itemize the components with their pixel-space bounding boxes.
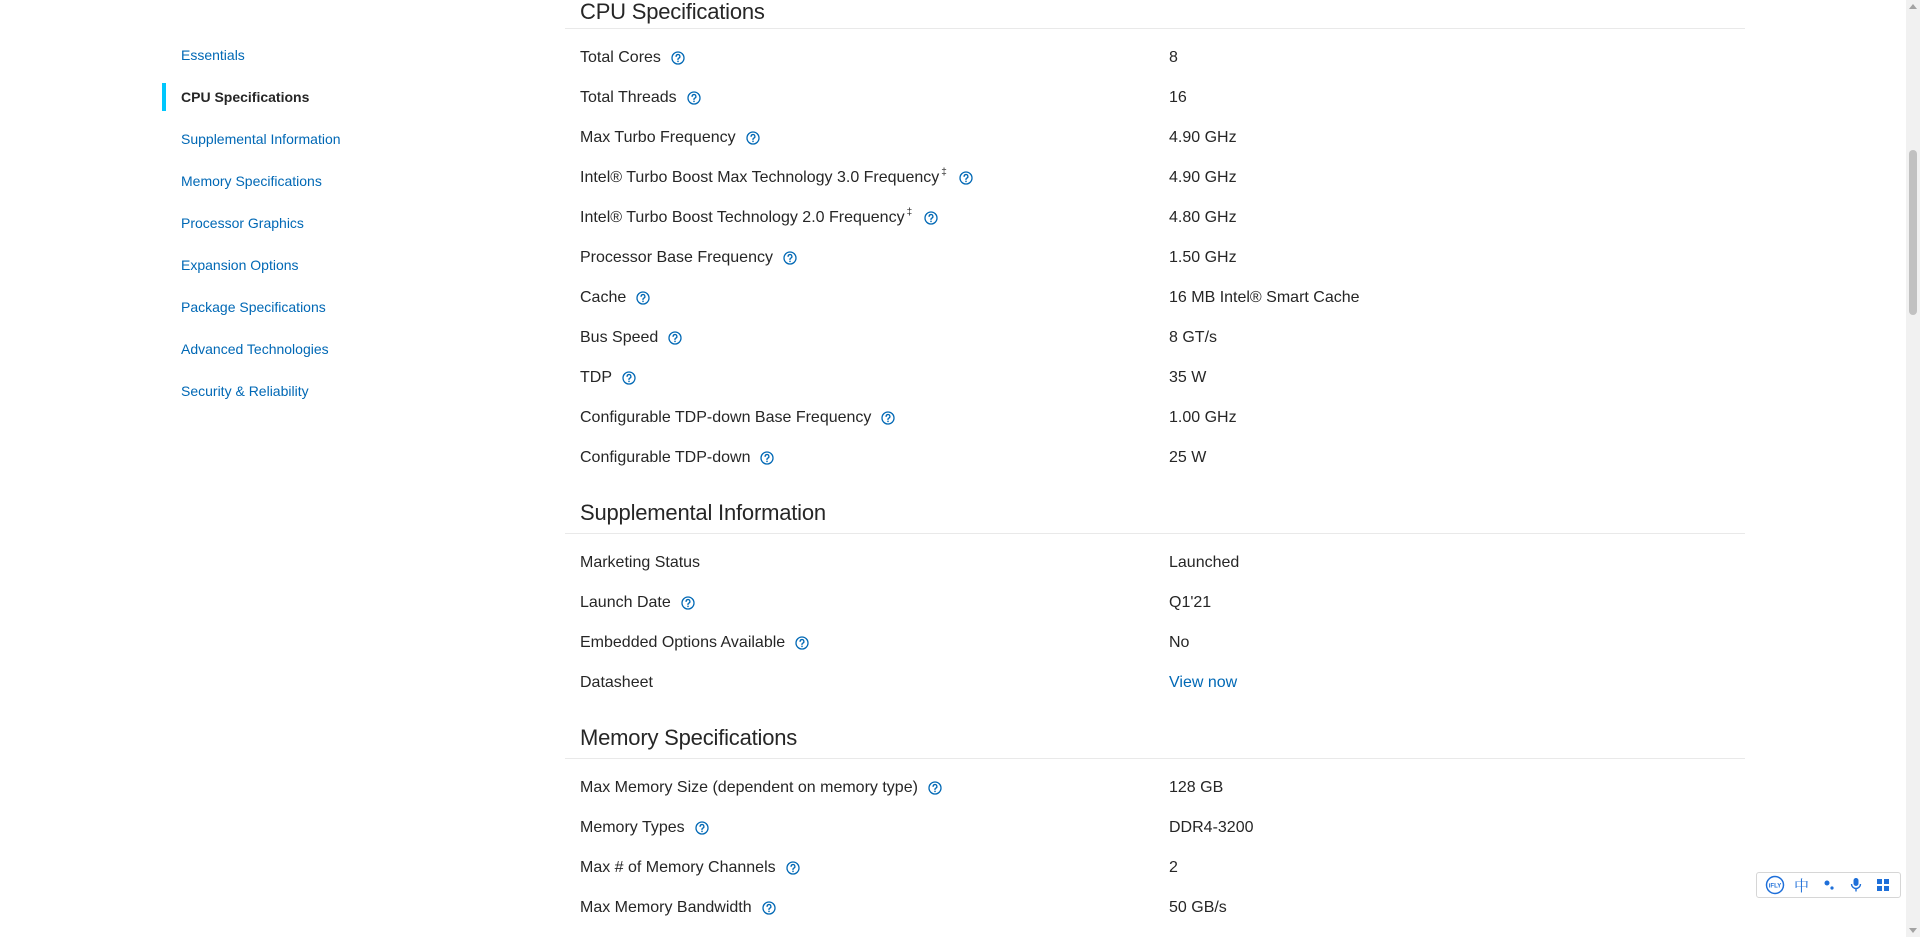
spec-label-text: Marketing Status [580,554,701,571]
spec-value: 8 [1169,49,1178,66]
ifly-logo-icon[interactable] [1764,874,1786,896]
spec-label [580,674,653,692]
spec-label-text: TDP [580,369,612,386]
spec-label [580,554,700,572]
spec-label-text: Total Cores [580,49,661,66]
spec-label [580,49,685,67]
help-tooltip-icon[interactable] [668,331,682,345]
cpu-specifications-section [565,0,1745,478]
section-title: CPU Specifications [580,0,765,24]
sidebar-item-label: Memory Specifications [181,173,322,189]
spec-value: 128 GB [1169,779,1224,796]
help-tooltip-icon[interactable] [622,371,636,385]
spec-label-text: Memory Types [580,819,685,836]
sidebar-item-advanced-technologies[interactable] [162,328,422,370]
spec-row [565,78,1745,118]
sidebar-item-expansion-options[interactable] [162,244,422,286]
help-tooltip-icon[interactable] [671,51,685,65]
spec-row [565,238,1745,278]
help-tooltip-icon[interactable] [687,91,701,105]
spec-label-text: Bus Speed [580,329,659,346]
sidebar-item-label: Advanced Technologies [181,341,329,357]
spec-label [580,89,701,107]
microphone-icon[interactable] [1845,874,1867,896]
spec-label-text: Embedded Options Available [580,634,786,651]
spec-row [565,583,1745,623]
spec-label-text: Max Turbo Frequency [580,129,736,146]
spec-label [580,166,973,187]
spec-row [565,38,1745,78]
help-tooltip-icon[interactable] [695,821,709,835]
spec-row [565,768,1745,808]
spec-label [580,206,938,227]
spec-table [565,38,1745,478]
sidebar-item-label: Processor Graphics [181,215,304,231]
sidebar-item-package-specifications[interactable] [162,286,422,328]
chinese-mode-icon[interactable] [1791,874,1813,896]
spec-label-text: Max # of Memory Channels [580,859,776,876]
spec-label [580,289,650,307]
spec-label [580,899,776,917]
spec-label-text: Intel® Turbo Boost Max Technology 3.0 Frequency [580,169,940,186]
section-header [565,725,1745,759]
spec-sidebar-nav [162,34,422,412]
help-tooltip-icon[interactable] [786,861,800,875]
spec-label [580,249,797,267]
spec-content [565,0,1745,928]
help-tooltip-icon[interactable] [746,131,760,145]
spec-row [565,118,1745,158]
spec-label [580,449,774,467]
spec-row [565,848,1745,888]
help-tooltip-icon[interactable] [795,636,809,650]
spec-row [565,888,1745,928]
sidebar-item-label: CPU Specifications [181,89,310,105]
supplemental-information-section [565,500,1745,703]
scroll-up-arrow-icon[interactable] [1909,4,1917,9]
vertical-scrollbar[interactable] [1906,0,1920,937]
spec-label-text: Intel® Turbo Boost Technology 2.0 Frequency [580,209,905,226]
spec-label [580,859,800,877]
spec-value: 16 MB Intel® Smart Cache [1169,289,1360,306]
spec-row [565,158,1745,198]
chinese-mode-label: 中 [1793,876,1809,895]
spec-value: Launched [1169,554,1240,571]
spec-table [565,768,1745,928]
help-tooltip-icon[interactable] [681,596,695,610]
scrollbar-thumb[interactable] [1909,150,1917,315]
spec-value: DDR4-3200 [1169,819,1254,836]
help-tooltip-icon[interactable] [762,901,776,915]
sidebar-item-label: Expansion Options [181,257,299,273]
sidebar-item-memory-specifications[interactable] [162,160,422,202]
spec-value: 8 GT/s [1169,329,1218,346]
spec-label-text: Configurable TDP-down [580,449,751,466]
svg-text:iFLY: iFLY [1768,883,1781,890]
spec-row [565,438,1745,478]
spec-label-text: Launch Date [580,594,671,611]
spec-row [565,663,1745,703]
spec-label-text: Total Threads [580,89,677,106]
spec-value: 35 W [1169,369,1207,386]
sidebar-item-security-reliability[interactable] [162,370,422,412]
spec-value: Q1'21 [1169,594,1212,611]
spec-row [565,358,1745,398]
spec-label [580,779,942,797]
spec-row [565,278,1745,318]
sidebar-item-label: Essentials [181,47,245,63]
section-title: Supplemental Information [580,500,826,525]
spec-table [565,543,1745,703]
spec-label [580,634,809,652]
scroll-down-arrow-icon[interactable] [1909,928,1917,933]
spec-row [565,398,1745,438]
sidebar-item-label: Supplemental Information [181,131,341,147]
spec-value: No [1169,634,1190,651]
help-tooltip-icon[interactable] [959,171,973,185]
spec-value: 16 [1169,89,1187,106]
spec-label [580,409,895,427]
spec-value: 4.90 GHz [1169,169,1237,186]
help-tooltip-icon[interactable] [928,781,942,795]
spec-value: 25 W [1169,449,1207,466]
ime-toolbar [1756,872,1901,898]
datasheet-view-now-link[interactable]: View now [1169,674,1238,691]
spec-label-text: Max Memory Size (dependent on memory type) [580,779,918,796]
sidebar-item-label: Security & Reliability [181,383,309,399]
spec-row [565,318,1745,358]
sidebar-item-processor-graphics[interactable] [162,202,422,244]
spec-row [565,808,1745,848]
spec-label-text: Configurable TDP-down Base Frequency [580,409,872,426]
spec-value: 4.90 GHz [1169,129,1237,146]
spec-value: 1.00 GHz [1169,409,1237,426]
spec-label [580,819,709,837]
spec-label [580,594,695,612]
spec-label-text: Processor Base Frequency [580,249,773,266]
help-tooltip-icon[interactable] [783,251,797,265]
sidebar-item-cpu-specifications[interactable] [162,76,422,118]
spec-label-text: Datasheet [580,674,653,691]
help-tooltip-icon[interactable] [881,411,895,425]
spec-value: 50 GB/s [1169,899,1227,916]
spec-label [580,129,760,147]
section-header [565,500,1745,534]
memory-specifications-section [565,725,1745,928]
help-tooltip-icon[interactable] [760,451,774,465]
spec-row [565,543,1745,583]
section-title: Memory Specifications [580,725,798,750]
spec-label [580,369,636,387]
spec-row [565,623,1745,663]
grid-menu-icon[interactable] [1872,874,1894,896]
punctuation-icon[interactable] [1818,874,1840,896]
sidebar-item-label: Package Specifications [181,299,326,315]
spec-label-text: Max Memory Bandwidth [580,899,752,916]
section-header [565,0,1745,29]
spec-label [580,329,682,347]
footnote-marker: ‡ [906,206,913,218]
sidebar-item-essentials[interactable] [162,34,422,76]
spec-value: 4.80 GHz [1169,209,1237,226]
sidebar-item-supplemental-information[interactable] [162,118,422,160]
footnote-marker: ‡ [941,166,947,178]
spec-value: 2 [1169,859,1178,876]
spec-label-text: Cache [580,289,627,306]
help-tooltip-icon[interactable] [636,291,650,305]
spec-value: 1.50 GHz [1169,249,1237,266]
spec-row [565,198,1745,238]
help-tooltip-icon[interactable] [924,211,938,225]
